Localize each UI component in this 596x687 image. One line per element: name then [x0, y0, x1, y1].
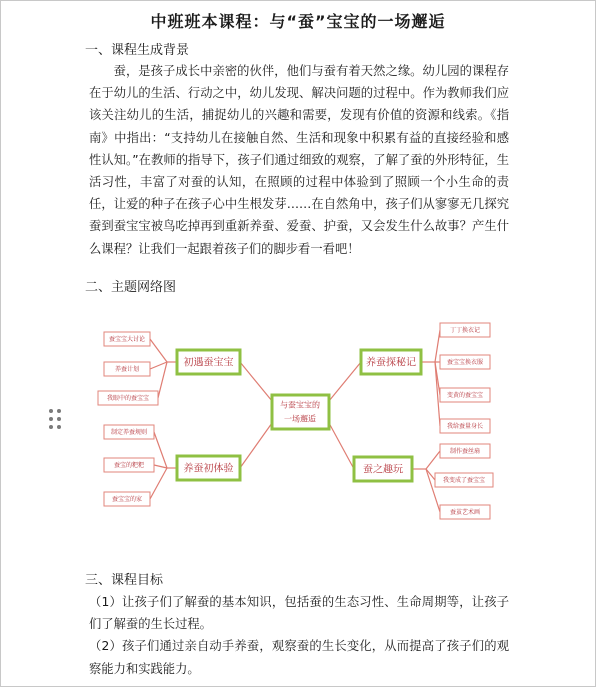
mindmap-leaf-text: 蚕宝宝的家 [111, 496, 143, 503]
connector-line [154, 432, 167, 468]
connector-line [240, 423, 272, 468]
mindmap-leaf-text: 养蚕计划 [114, 366, 140, 373]
mindmap-leaf-text: 我给蚕量身长 [446, 423, 484, 430]
mindmap-leaf-text: 我眼中的蚕宝宝 [106, 395, 150, 402]
goal-item-1: （1）让孩子们了解蚕的基本知识，包括蚕的生态习性、生命周期等，让孩子们了解蚕的生长过程。 [89, 595, 509, 632]
document-title: 中班班本课程：与“蚕”宝宝的一场邂逅 [150, 12, 446, 31]
connector-line [435, 330, 440, 362]
mindmap-leaf-text: 蚕茧艺术画 [449, 509, 481, 516]
connector-line [150, 468, 167, 499]
drag-handle-icon[interactable] [49, 409, 63, 429]
connector-line [150, 339, 167, 362]
connector-line [150, 362, 167, 369]
mindmap-branch-text: 养蚕探秘记 [366, 357, 416, 369]
connector-line [329, 362, 361, 401]
mindmap-branch-text: 蚕之趣玩 [363, 464, 403, 476]
mindmap-branch-text: 养蚕初体验 [183, 463, 234, 475]
connector-line [426, 451, 440, 469]
mindmap-leaf-text: 制定养蚕规则 [110, 429, 148, 436]
connector-line [158, 362, 167, 398]
connector-line [240, 362, 272, 401]
mindmap-leaf-text: 制作蚕丝扇 [449, 448, 481, 455]
mindmap-leaf-text: 我变成了蚕宝宝 [442, 477, 486, 484]
connector-line [154, 465, 167, 468]
background-text: 蚕，是孩子成长中亲密的伙伴，他们与蚕有着天然之缘。幼儿园的课程存在于幼儿的生活、行动之中，幼儿发现、解决问题的过程中。作为教师我们应该关注幼儿的生活，捕捉幼儿的兴趣和需要，发现有价值的资源和线索。《指南》中指出：“支持幼儿在接触自然、生活和现象中积累有益的直接经验和感性认知。”在教师的指导下，孩子们通过细致的观察，了解了蚕的外形特征，生活习性，丰富了对蚕的认知，在照顾的过程中体验到了照顾一个小生命的责任，让爱的种子在孩子心中生根发芽……在自然角中，孩子们从寥寥无几探究蚕到蚕宝宝被鸟吃掉再到重新养蚕、爱蚕、护蚕，又会发生什么故事？产生什么课程？让我们一起跟着孩子们的脚步看一看吧！ [89, 64, 509, 256]
mindmap-leaf-text: 蚕宝宝换衣服 [446, 359, 484, 366]
background-paragraph [89, 60, 509, 260]
mindmap-branch-text: 初遇蚕宝宝 [183, 357, 234, 369]
goals-list [89, 591, 509, 680]
connector-line [329, 423, 354, 469]
mindmap-leaf-text: 蚕宝的粑粑 [113, 462, 145, 469]
mindmap-leaf-text: 变黄的蚕宝宝 [446, 392, 484, 399]
section-heading-background: 一、课程生成背景 [85, 43, 190, 58]
topic-mindmap [91, 313, 511, 538]
mindmap-center-text-1: 与蚕宝宝的 [280, 400, 320, 410]
goal-item-2: （2）孩子们通过亲自动手养蚕，观察蚕的生长变化，从而提高了孩子们的观察能力和实践能力。 [89, 639, 509, 676]
mindmap-center-text-2: 一场邂逅 [284, 414, 316, 424]
section-heading-goals: 三、课程目标 [85, 573, 164, 588]
mindmap-leaf-text: 蚕宝宝大讨论 [108, 336, 146, 343]
section-heading-mindmap: 二、主题网络图 [85, 280, 177, 295]
mindmap-leaf-text: 丁丁换衣记 [449, 327, 481, 334]
